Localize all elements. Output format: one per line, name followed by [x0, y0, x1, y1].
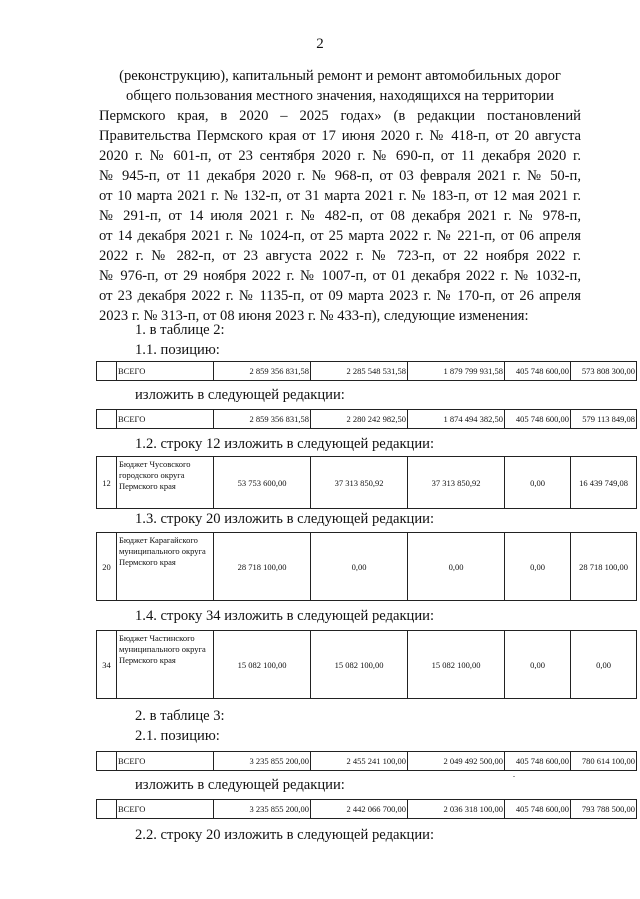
row-number-cell: 20 — [97, 533, 117, 601]
intro-line: от 23 декабря 2022 г. № 1135-п, от 09 марта 2023 г. № 170-п, от 26 апреля — [99, 288, 581, 304]
value-cell: 15 082 100,00 — [214, 631, 311, 699]
value-cell: 15 082 100,00 — [311, 631, 408, 699]
total-row-old-table-3 — [96, 751, 637, 771]
row-number-cell — [97, 362, 117, 381]
value-cell: 28 718 100,00 — [214, 533, 311, 601]
intro-line: № 976-п, от 29 ноября 2022 г. № 1007-п, от 01 декабря 2022 г. № 1032-п, — [99, 268, 581, 284]
value-cell: 2 442 066 700,00 — [311, 800, 408, 819]
intro-line: № 945-п, от 11 декабря 2020 г. № 968-п, от 03 февраля 2021 г. № 50-п, — [99, 168, 581, 184]
item-1-2-heading: 1.2. строку 12 изложить в следующей редакции: — [135, 436, 435, 452]
row-number-cell — [97, 752, 117, 771]
value-cell: 28 718 100,00 — [571, 533, 637, 601]
value-cell: 15 082 100,00 — [408, 631, 505, 699]
item-1-1-heading: 1.1. позицию: — [135, 342, 220, 358]
intro-line: от 14 декабря 2021 г. № 1024-п, от 25 марта 2022 г. № 221-п, от 06 апреля — [99, 228, 581, 244]
item-1-4-heading: 1.4. строку 34 изложить в следующей редакции: — [135, 608, 435, 624]
scan-speck — [513, 776, 515, 777]
intro-line: 2020 г. № 601-п, от 23 сентября 2020 г. № 690-п, от 11 декабря 2020 г. — [99, 148, 581, 164]
intro-line: от 10 марта 2021 г. № 132-п, от 31 марта 2021 г. № 183-п, от 12 мая 2021 г. — [99, 188, 581, 204]
row-12-table — [96, 456, 637, 509]
replace-instruction: изложить в следующей редакции: — [135, 777, 345, 793]
intro-line: № 291-п, от 14 июля 2021 г. № 482-п, от 08 декабря 2021 г. № 978-п, — [99, 208, 581, 224]
total-row-new-table-3 — [96, 799, 637, 819]
value-cell: 405 748 600,00 — [505, 752, 571, 771]
value-cell: 2 859 356 831,58 — [214, 410, 311, 429]
row-number-cell: 34 — [97, 631, 117, 699]
row-label: Бюджет Частинского муниципального округа Пермского края — [117, 631, 214, 699]
value-cell: 2 455 241 100,00 — [311, 752, 408, 771]
value-cell: 2 049 492 500,00 — [408, 752, 505, 771]
value-cell: 0,00 — [505, 457, 571, 509]
row-label: ВСЕГО — [117, 752, 214, 771]
value-cell: 2 036 318 100,00 — [408, 800, 505, 819]
value-cell: 2 859 356 831,58 — [214, 362, 311, 381]
value-cell: 53 753 600,00 — [214, 457, 311, 509]
value-cell: 573 808 300,00 — [571, 362, 637, 381]
value-cell: 3 235 855 200,00 — [214, 800, 311, 819]
row-number-cell — [97, 410, 117, 429]
value-cell: 2 285 548 531,58 — [311, 362, 408, 381]
row-34-table — [96, 630, 637, 699]
value-cell: 780 614 100,00 — [571, 752, 637, 771]
row-label: ВСЕГО — [117, 800, 214, 819]
item-1-heading: 1. в таблице 2: — [135, 322, 225, 338]
intro-line: 2023 г. № 313-п, от 08 июня 2023 г. № 433-п), следующие изменения: — [99, 308, 529, 324]
row-label: Бюджет Карагайского муниципального округа Пермского края — [117, 533, 214, 601]
value-cell: 793 788 500,00 — [571, 800, 637, 819]
value-cell: 405 748 600,00 — [505, 800, 571, 819]
value-cell: 1 874 494 382,50 — [408, 410, 505, 429]
value-cell: 37 313 850,92 — [408, 457, 505, 509]
value-cell: 0,00 — [505, 631, 571, 699]
row-20-table — [96, 532, 637, 601]
value-cell: 0,00 — [408, 533, 505, 601]
total-row-old-table-2 — [96, 361, 637, 381]
intro-line: Правительства Пермского края от 17 июня 2020 г. № 418-п, от 20 августа — [99, 128, 581, 144]
intro-line: Пермского края, в 2020 – 2025 годах» (в редакции постановлений — [99, 108, 581, 124]
intro-line: (реконструкцию), капитальный ремонт и ремонт автомобильных дорог — [119, 68, 561, 84]
value-cell: 0,00 — [311, 533, 408, 601]
row-label: ВСЕГО — [117, 362, 214, 381]
value-cell: 1 879 799 931,58 — [408, 362, 505, 381]
row-number-cell — [97, 800, 117, 819]
item-2-2-heading: 2.2. строку 20 изложить в следующей редакции: — [135, 827, 435, 843]
value-cell: 3 235 855 200,00 — [214, 752, 311, 771]
value-cell: 2 280 242 982,50 — [311, 410, 408, 429]
value-cell: 0,00 — [571, 631, 637, 699]
intro-line: общего пользования местного значения, находящихся на территории — [126, 88, 554, 104]
value-cell: 405 748 600,00 — [505, 362, 571, 381]
item-1-3-heading: 1.3. строку 20 изложить в следующей редакции: — [135, 511, 435, 527]
row-label: ВСЕГО — [117, 410, 214, 429]
row-number-cell: 12 — [97, 457, 117, 509]
value-cell: 0,00 — [505, 533, 571, 601]
row-label: Бюджет Чусовского городского округа Пермского края — [117, 457, 214, 509]
page-number: 2 — [316, 36, 324, 52]
item-2-1-heading: 2.1. позицию: — [135, 728, 220, 744]
replace-instruction: изложить в следующей редакции: — [135, 387, 345, 403]
total-row-new-table-2 — [96, 409, 637, 429]
value-cell: 16 439 749,08 — [571, 457, 637, 509]
intro-line: 2022 г. № 282-п, от 23 августа 2022 г. № 723-п, от 22 ноября 2022 г. — [99, 248, 581, 264]
value-cell: 37 313 850,92 — [311, 457, 408, 509]
item-2-heading: 2. в таблице 3: — [135, 708, 225, 724]
value-cell: 579 113 849,08 — [571, 410, 637, 429]
intro-paragraph — [99, 66, 581, 326]
value-cell: 405 748 600,00 — [505, 410, 571, 429]
